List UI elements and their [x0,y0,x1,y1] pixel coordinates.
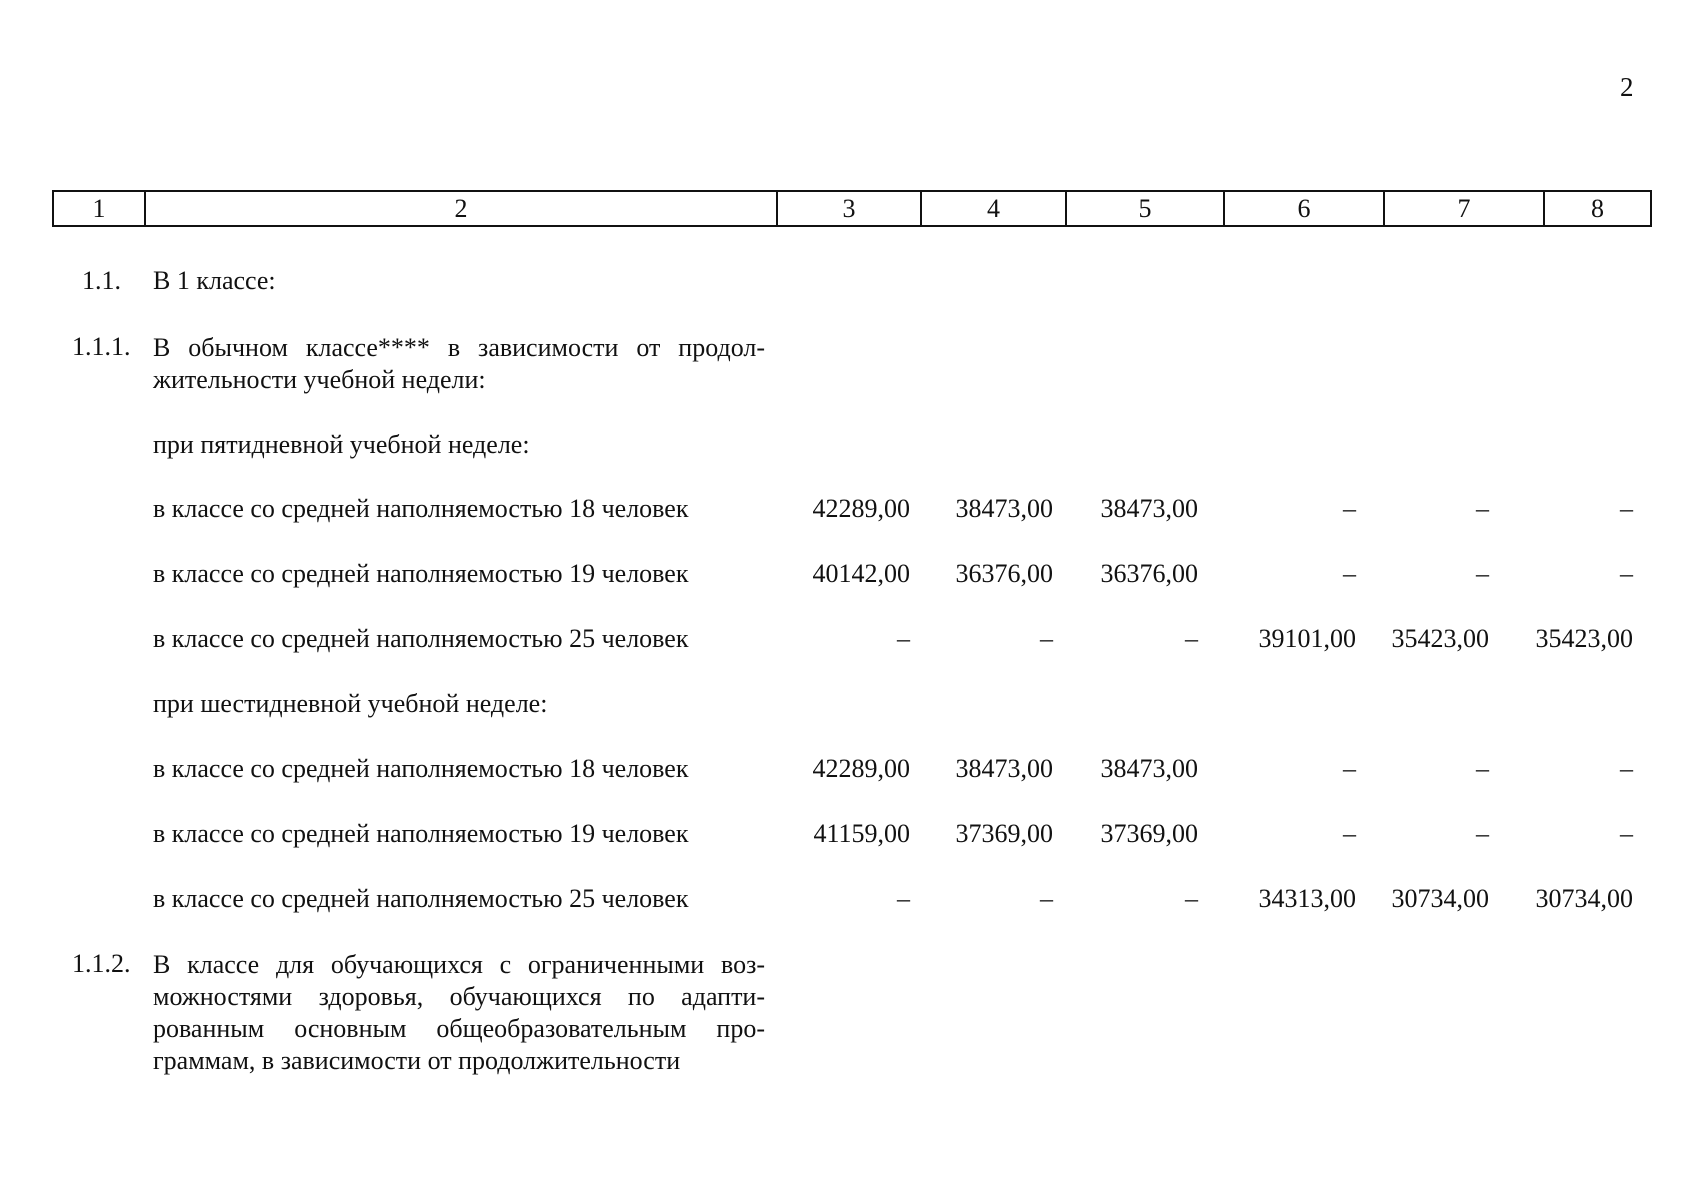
value-cell: 42289,00 [812,754,910,783]
value-cell: – [1040,624,1053,653]
value-cell: 36376,00 [955,559,1053,588]
section-code: 1.1.2. [72,949,131,978]
value-cell: 35423,00 [1535,624,1633,653]
section-title-line: рованным основным общеобразовательным про- [153,1014,765,1043]
value-cell: 41159,00 [813,819,910,848]
value-cell: 42289,00 [812,494,910,523]
value-cell: 30734,00 [1391,884,1489,913]
value-cell: – [1343,559,1356,588]
value-cell: 38473,00 [1100,754,1198,783]
value-cell: 37369,00 [955,819,1053,848]
value-cell: – [1343,754,1356,783]
row-label: в классе со средней наполняемостью 25 человек [153,884,689,913]
header-col-3: 3 [777,191,921,226]
value-cell: – [897,624,910,653]
subheading-six-day-week: при шестидневной учебной неделе: [153,689,548,718]
section-title-line: граммам, в зависимости от продолжительности [153,1046,681,1075]
value-cell: 40142,00 [812,559,910,588]
section-title-line: жительности учебной недели: [153,365,486,394]
value-cell: – [1620,494,1633,523]
value-cell: – [1476,754,1489,783]
row-label: в классе со средней наполняемостью 18 человек [153,754,689,783]
value-cell: 36376,00 [1100,559,1198,588]
section-title-line: можностями здоровья, обучающихся по адапти- [153,982,765,1011]
header-col-1: 1 [53,191,145,226]
value-cell: – [1343,819,1356,848]
header-col-5: 5 [1066,191,1224,226]
value-cell: – [1185,624,1198,653]
value-cell: – [1343,494,1356,523]
subheading-five-day-week: при пятидневной учебной неделе: [153,430,530,459]
header-col-7: 7 [1384,191,1544,226]
value-cell: – [1620,559,1633,588]
section-title-line: В обычном классе**** в зависимости от продол- [153,333,765,362]
section-code: 1.1. [82,266,121,295]
section-title [153,332,765,396]
page-number: 2 [1620,72,1634,102]
row-label: в классе со средней наполняемостью 25 человек [153,624,689,653]
value-cell: – [1185,884,1198,913]
value-cell: – [1620,754,1633,783]
section-title: В 1 классе: [153,266,276,295]
header-col-6: 6 [1224,191,1384,226]
header-col-8: 8 [1544,191,1651,226]
value-cell: 35423,00 [1391,624,1489,653]
value-cell: 38473,00 [1100,494,1198,523]
value-cell: 37369,00 [1100,819,1198,848]
value-cell: – [1476,819,1489,848]
header-col-2: 2 [145,191,777,226]
section-title-line: В классе для обучающихся с ограниченными воз- [153,950,765,979]
value-cell: 38473,00 [955,754,1053,783]
value-cell: 30734,00 [1535,884,1633,913]
section-code: 1.1.1. [72,332,131,361]
header-col-4: 4 [921,191,1066,226]
column-number-header [52,190,1652,227]
value-cell: 39101,00 [1258,624,1356,653]
value-cell: 38473,00 [955,494,1053,523]
value-cell: – [897,884,910,913]
row-label: в классе со средней наполняемостью 18 человек [153,494,689,523]
value-cell: – [1040,884,1053,913]
value-cell: – [1476,494,1489,523]
section-title [153,949,765,1077]
value-cell: 34313,00 [1258,884,1356,913]
value-cell: – [1620,819,1633,848]
row-label: в классе со средней наполняемостью 19 человек [153,819,689,848]
row-label: в классе со средней наполняемостью 19 человек [153,559,689,588]
value-cell: – [1476,559,1489,588]
